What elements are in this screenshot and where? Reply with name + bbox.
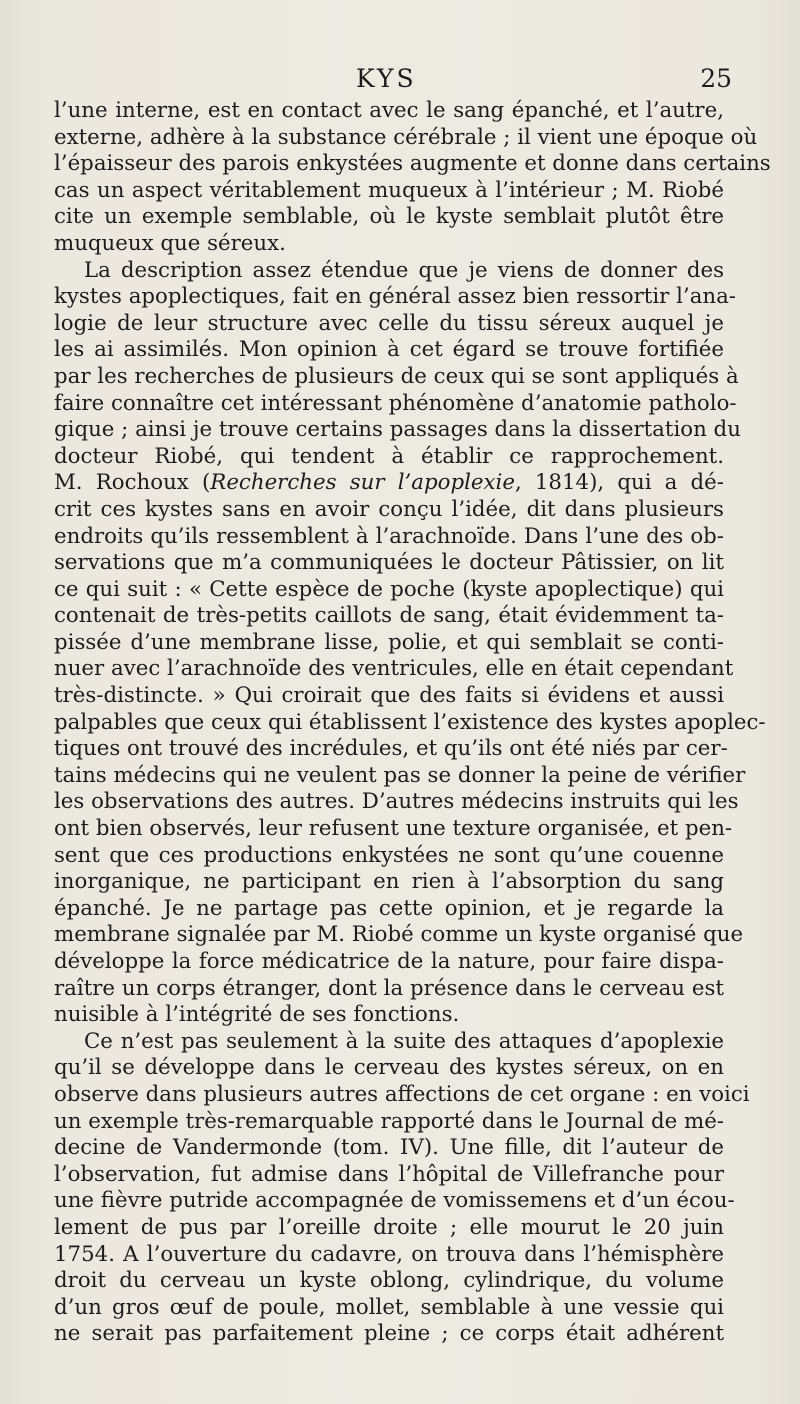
page-number: 25	[700, 64, 732, 93]
text-line: externe, adhère à la substance cérébrale ; il vient une époque où	[54, 124, 758, 150]
text-line: droit du cerveau un kyste oblong, cylindrique, du volume	[54, 1268, 724, 1294]
text-line: crit ces kystes sans en avoir conçu l’idée, dit dans plusieurs	[54, 496, 724, 522]
text-line: endroits qu’ils ressemblent à l’arachnoïde. Dans l’une des ob-	[54, 523, 724, 549]
text-line: membrane signalée par M. Riobé comme un kyste organisé que	[54, 922, 744, 948]
text-line: nuisible à l’intégrité de ses fonctions.	[54, 1002, 460, 1028]
text-line: ce qui suit : « Cette espèce de poche (kyste apoplectique) qui	[54, 576, 724, 602]
text-line: lement de pus par l’oreille droite ; elle mourut le 20 juin	[54, 1214, 724, 1240]
running-head: KYS	[356, 64, 417, 93]
italic-title: Recherches sur l’apoplexie	[210, 470, 515, 496]
text-line: La description assez étendue que je viens de donner des	[84, 257, 724, 283]
text-line: tains médecins qui ne veulent pas se donner la peine de vérifier	[54, 762, 746, 788]
text-line: tiques ont trouvé des incrédules, et qu’ils ont été niés par cer-	[54, 736, 728, 762]
text-segment: M. Rochoux (	[54, 470, 211, 496]
text-line: ne serait pas parfaitement pleine ; ce corps était adhérent	[54, 1321, 724, 1347]
text-line: observe dans plusieurs autres affections de cet organe : en voici	[54, 1081, 750, 1107]
text-line: raître un corps étranger, dont la présence dans le cerveau est	[54, 975, 724, 1001]
text-line: qu’il se développe dans le cerveau des kystes séreux, on en	[54, 1055, 724, 1081]
text-line: développe la force médicatrice de la nature, pour faire dispa-	[54, 949, 724, 974]
text-line: contenait de très-petits caillots de sang, était évidemment ta-	[54, 603, 724, 629]
text-line: Ce n’est pas seulement à la suite des attaques d’apoplexie	[84, 1028, 724, 1054]
text-line	[54, 470, 724, 497]
text-line: decine de Vandermonde (tom. IV). Une fille, dit l’auteur de	[54, 1135, 724, 1161]
text-line: kystes apoplectiques, fait en général assez bien ressortir l’ana-	[54, 284, 736, 310]
text-line: l’épaisseur des parois enkystées augmente et donne dans certains	[54, 151, 771, 177]
text-line: par les recherches de plusieurs de ceux qui se sont appliqués à	[54, 363, 739, 389]
text-line: docteur Riobé, qui tendent à établir ce rapprochement.	[54, 443, 724, 469]
page-header	[0, 64, 800, 98]
text-line: nuer avec l’arachnoïde des ventricules, elle en était cependant	[54, 656, 734, 682]
text-line: 1754. A l’ouverture du cadavre, on trouva dans l’hémisphère	[54, 1241, 724, 1267]
text-line: servations que m’a communiquées le docteur Pâtissier, on lit	[54, 550, 724, 576]
text-line: d’un gros œuf de poule, mollet, semblable à une vessie qui	[54, 1294, 724, 1320]
text-segment: , 1814), qui a dé-	[514, 470, 724, 496]
text-line: très-distincte. » Qui croirait que des faits si évidens et aussi	[54, 683, 724, 709]
text-line: les ai assimilés. Mon opinion à cet égard se trouve fortifiée	[54, 337, 724, 363]
text-line: ont bien observés, leur refusent une texture organisée, et pen-	[54, 816, 733, 842]
text-line: logie de leur structure avec celle du tissu séreux auquel je	[54, 310, 724, 336]
text-line: l’une interne, est en contact avec le sang épanché, et l’autre,	[54, 98, 724, 123]
body-text	[54, 98, 771, 1348]
text-line: muqueux que séreux.	[54, 230, 286, 256]
text-line: sent que ces productions enkystées ne sont qu’une couenne	[54, 842, 724, 868]
text-line: cite un exemple semblable, où le kyste semblait plutôt être	[54, 204, 724, 230]
text-line: un exemple très-remarquable rapporté dans le Journal de mé-	[54, 1108, 724, 1134]
text-line: palpables que ceux qui établissent l’existence des kystes apoplec-	[54, 709, 766, 735]
text-line: les observations des autres. D’autres médecins instruits qui les	[54, 789, 739, 815]
text-line: faire connaître cet intéressant phénomène d’anatomie patholo-	[54, 390, 737, 416]
text-line: l’observation, fut admise dans l’hôpital de Villefranche pour	[54, 1161, 724, 1187]
text-line: cas un aspect véritablement muqueux à l’intérieur ; M. Riobé	[54, 177, 724, 203]
text-line: épanché. Je ne partage pas cette opinion, et je regarde la	[54, 895, 724, 921]
text-line: inorganique, ne participant en rien à l’absorption du sang	[54, 869, 724, 895]
text-line: pissée d’une membrane lisse, polie, et qui semblait se conti-	[54, 629, 724, 655]
text-line: gique ; ainsi je trouve certains passages dans la dissertation du	[54, 417, 741, 443]
text-line: une fièvre putride accompagnée de vomissemens et d’un écou-	[54, 1188, 735, 1214]
